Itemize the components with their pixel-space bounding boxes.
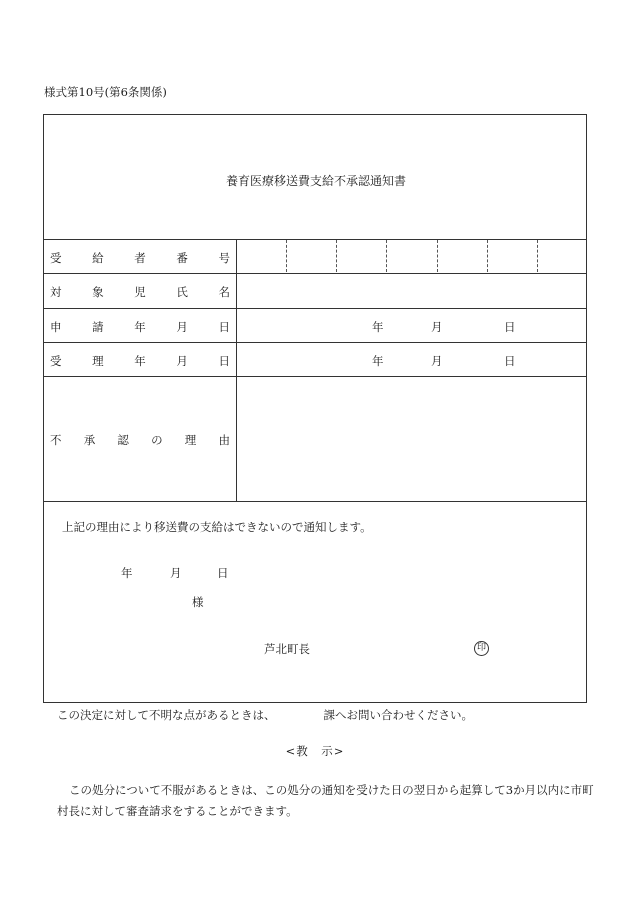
application-month-unit: 月 (431, 320, 443, 334)
document-title: 養育医療移送費支給不承認通知書 (225, 174, 406, 188)
notice-day-unit: 日 (217, 566, 229, 580)
row-divider (44, 273, 586, 274)
notice-body: 上記の理由により移送費の支給はできないので通知します。 (62, 520, 372, 534)
label-column-divider (236, 239, 237, 501)
row-divider (44, 342, 586, 343)
inquiry-note: この決定に対して不明な点があるときは、 課へお問い合わせください。 (57, 708, 473, 722)
instruction-body: この処分について不服があるときは、この処分の通知を受けた日の翌日から起算して3か月以内に市町村長に対して審査請求をすることができます。 (57, 783, 594, 818)
issuer-name: 芦北町長 (264, 642, 310, 656)
application-year-unit: 年 (372, 320, 384, 334)
digit-box-divider (487, 240, 488, 272)
receipt-day-unit: 日 (504, 354, 516, 368)
receipt-month-unit: 月 (431, 354, 443, 368)
notice-month-unit: 月 (170, 566, 182, 580)
application-day-unit: 日 (504, 320, 516, 334)
digit-box-divider (437, 240, 438, 272)
recipient-number-label: 受 給 者 番 号 (50, 251, 230, 265)
form-frame (43, 114, 587, 703)
receipt-date-label: 受 理 年 月 日 (50, 354, 230, 368)
digit-box-divider (336, 240, 337, 272)
seal-mark: 印 (474, 641, 489, 656)
row-divider (44, 239, 586, 240)
child-name-label: 対 象 児 氏 名 (50, 285, 230, 299)
reason-label: 不 承 認 の 理 由 (50, 433, 230, 447)
notice-year-unit: 年 (121, 566, 133, 580)
row-divider (44, 501, 586, 502)
addressee-suffix: 様 (192, 595, 204, 609)
digit-box-divider (286, 240, 287, 272)
instruction-heading: <教 示> (285, 744, 345, 758)
digit-box-divider (537, 240, 538, 272)
form-number: 様式第10号(第6条関係) (44, 85, 167, 99)
receipt-year-unit: 年 (372, 354, 384, 368)
digit-box-divider (386, 240, 387, 272)
row-divider (44, 308, 586, 309)
row-divider (44, 376, 586, 377)
application-date-label: 申 請 年 月 日 (50, 320, 230, 334)
